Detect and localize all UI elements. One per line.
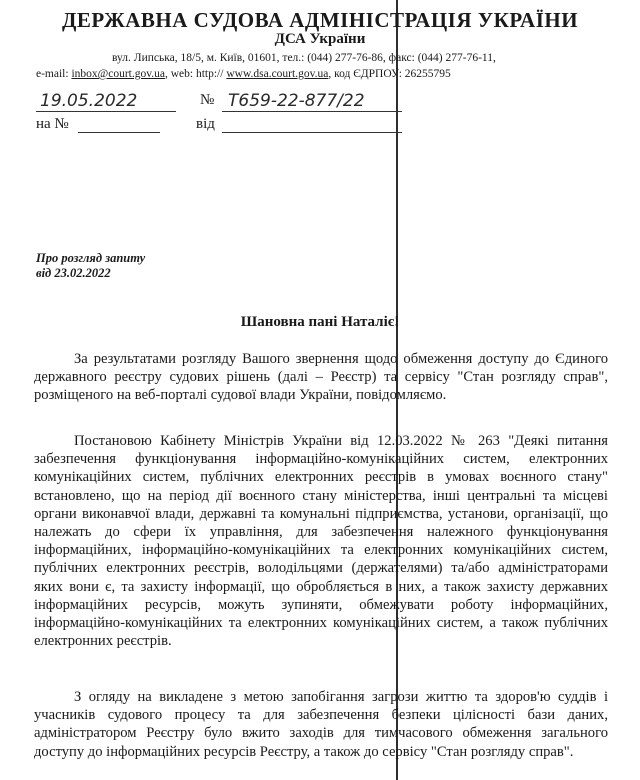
paragraph-3 xyxy=(34,688,608,761)
registration-number: Т659-22-877/22 xyxy=(228,91,365,111)
paragraph-1-text: За результатами розгляду Вашого звернення щодо обмеження доступу до Єдиного державного реєстру судових рішень (далі – Реєстр) та сервісу "Стан розгляду справ", розміщеного на веб-порталі судової влади України, повідомляємо. xyxy=(34,351,608,404)
address-line: вул. Липська, 18/5, м. Київ, 01601, тел.: (044) 277-76-86, факс: (044) 277-76-11, xyxy=(112,52,496,64)
web-link[interactable]: www.dsa.court.gov.ua xyxy=(226,68,329,80)
paragraph-1 xyxy=(34,350,608,405)
incoming-number-label: на № xyxy=(36,116,69,132)
incoming-date-label: від xyxy=(196,116,215,132)
email-label: e-mail: xyxy=(36,68,69,80)
paragraph-2 xyxy=(34,432,608,650)
contacts-line: e-mail: inbox@court.gov.ua, web: http:// www.dsa.court.gov.ua, код ЄДРПОУ: 26255795 xyxy=(36,68,451,80)
paragraph-3-text: З огляду на викладене з метою запобігання загрози життю та здоров'ю суддів і учасників судового процесу та для забезпечення безпеки цілісності бази даних, адміністратором Реєстру було вжито заходів для тимчасового обмеження загального доступу до інформаційних ресурсів Реєстру, а також до сервісу "Стан розгляду справ". xyxy=(34,689,608,760)
paragraph-2-text: Постановою Кабінету Міністрів України від 12.03.2022 № 263 "Деякі питання забезпечення функціонування інформаційно-комунікаційних систем, електронних комунікаційних систем, публічних електронних реєстрів в умовах воєнного стану" встановлено, що на період дії воєнного стану міністерства, інші центральні та місцеві органи виконавчої влади, державні та комунальні підприємства, установи, організації, що належать до сфери їх управління, для забезпечення належного функціонування інформаційних, інформаційно-комунікаційних та електронних комунікаційних систем, публічних електронних реєстрів, володільцями (держателями) та/або адміністраторами яких вони є, та захисту інформації, що обробляється в них, а також захисту державних інформаційних ресурсів, можуть зупиняти, обмежувати роботу інформаційних, інформаційно-комунікаційних та електронних комунікаційних систем, а також публічних електронних реєстрів. xyxy=(34,433,608,650)
reference-date: від 23.02.2022 xyxy=(36,266,111,280)
web-label: web: http:// xyxy=(170,68,224,80)
email-link[interactable]: inbox@court.gov.ua xyxy=(71,68,165,80)
greeting: Шановна пані Наталіє! xyxy=(240,314,400,330)
organization-title: ДЕРЖАВНА СУДОВА АДМІНІСТРАЦІЯ УКРАЇНИ xyxy=(61,8,579,32)
reference-subject: Про розгляд запиту xyxy=(36,251,146,265)
organization-short-name: ДСА України xyxy=(274,31,366,47)
registration-date: 19.05.2022 xyxy=(40,91,138,111)
edrpou-code: , код ЄДРПОУ: 26255795 xyxy=(328,68,451,80)
number-label: № xyxy=(200,92,215,108)
